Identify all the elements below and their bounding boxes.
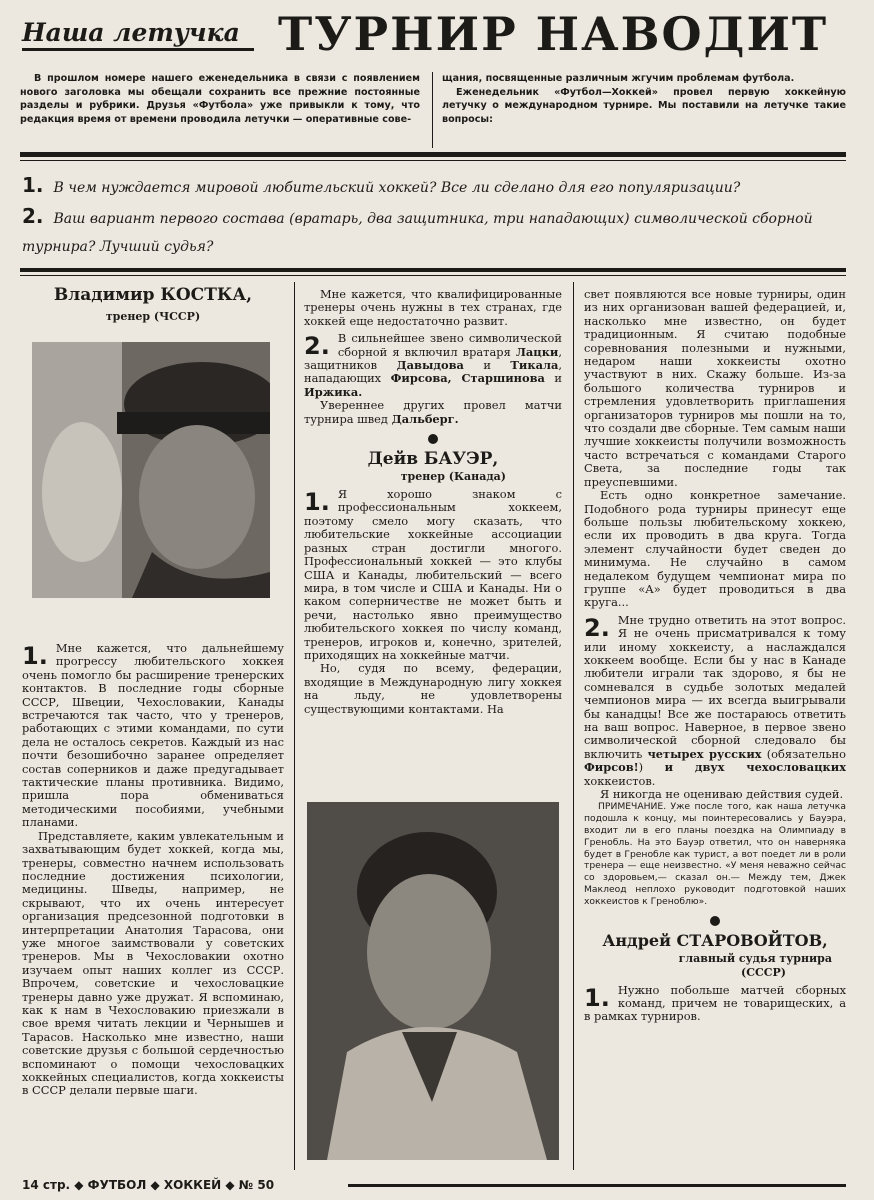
starovoitov-name: Андрей СТАРОВОЙТОВ, [602, 930, 828, 950]
kostka-cont-paragraph: Мне кажется, что квалифицированные тренеры очень нужны в тех странах, где хоккей еще недостаточно развит. [304, 288, 562, 328]
kostka-answer-1: 1. Мне кажется, что дальнейшему прогрессу любительского хоккея очень помогло бы расширение тренерских контактов. В последние годы сборные СССР, Швеции, Чехословакии, Канады встречаются так часто, что у тренеров, работающих с этими командами, по сути дела не осталось секретов. Каждый из нас почти безошибочно заранее определяет состав соперников и даже предугадывает тактические планы противника. Видимо, пришла пора обмениваться методическими пособиями, учебными планами. [22, 641, 284, 830]
bauer-answer-2: 2. Мне трудно ответить на этот вопрос. Я не очень присматривался к тому или иному хоккеисту, а наслаждался хоккеем вообще. Если бы у нас в Канаде любители играли так здорово, я бы не сомневался в судьбе золотых медалей чемпионов мира — их всегда выигрывали бы канадцы! Все же постараюсь ответить на ваш вопрос. Наверное, в первое звено символической сборной следовало бы включить четырех русских (обязательно Фирсов!) и двух чехословацких хоккеистов. [584, 612, 846, 788]
bauer-portrait-image [307, 802, 559, 1160]
kostka-name: Владимир КОСТКА, [53, 285, 253, 305]
kostka-photo [32, 342, 270, 598]
starovoitov-role: главный судья турнира [678, 951, 832, 965]
kostka-portrait-image [32, 342, 270, 598]
starovoitov-answer-1: 1. Нужно побольше матчей сборных команд, причем не товарищеских, а в рамках турниров. [584, 982, 846, 1024]
bauer-paragraph-4: Есть одно конкретное замечание. Подобного рода турниры принесут еще больше пользы любительскому хоккею, если их проводить в два круга. Тогда элемент случайности будет сведен до минимума. Не случайно в самом недалеком будущем чемпионат мира по группе «А» будет проводиться в два круга... [584, 488, 846, 610]
bauer-paragraph-3: свет появляются все новые турниры, один из них организован вашей федерацией, и, насколько мне известно, он будет традиционным. Я считаю подобные соревнования полезными и нужными, недаром наши хоккеисты охотно участвуют в них. Скажу больше. Из-за большого количества турниров и стремления удовлетворить приглашения организаторов турниров мы пошли на то, что создали две сборные. Тем самым наши лучшие хоккеисты получили возможность часто встречаться с командами Старого Света, за последние годы так преуспевшими. [584, 288, 846, 489]
intro-divider [432, 72, 433, 148]
page-footer: 14 стр. ◆ ФУТБОЛ ◆ ХОККЕЙ ◆ № 50 [22, 1178, 275, 1192]
bauer-name: Дейв БАУЭР, [367, 449, 499, 470]
bauer-role: тренер (Канада) [400, 470, 506, 484]
rule-top [20, 152, 846, 157]
column-divider-1 [294, 282, 295, 1170]
kostka-referee: Увереннее других провел матчи турнира швед Дальберг. [304, 398, 562, 426]
separator-dot-2 [710, 916, 720, 926]
rule-questions-thin [20, 275, 846, 276]
intro-left: В прошлом номере нашего еженедельника в связи с появлением нового заголовка мы обещали сохранить все прежние постоянные разделы и рубрики. Друзья «Футбола» уже привыкли к тому, что редакция время от времени проводила летучки — оперативные сове- [20, 73, 420, 125]
question-1: 1. В чем нуждается мировой любительский хоккей? Все ли сделано для его популяризации? [22, 173, 741, 197]
bauer-note: ПРИМЕЧАНИЕ. Уже после того, как наша летучка подошла к концу, мы поинтересовались у Бауэра, входит ли в его планы поездка на Олимпиаду в Гренобль. На это Бауэр ответил, что он наверняка будет в Гренобле как турист, а вот поедет ли в роли тренера — еще неизвестно. «У меня неважно сейчас со здоровьем,— сказал он.— Между тем, Джек Маклеод неплохо руководит подготовкой наших хоккеистов к Греноблю». [584, 801, 846, 907]
bauer-referee: Я никогда не оцениваю действия судей. [600, 787, 844, 802]
kostka-paragraph-2: Представляете, каким увлекательным и захватывающим будет хоккей, когда мы, тренеры, совместно начнем использовать последние достижения психологии, медицины. Шведы, например, не скрывают, что их очень интересует организация предсезонной подготовки в интерпретации Анатолия Тарасова, они уже многое заимствовали у советских тренеров. Мы в Чехословакии охотно изучаем опыт наших коллег из СССР. Впрочем, советские и чехословацкие тренеры давно уже дружат. Я вспоминаю, как к нам в Чехословакию приезжали в свое время читать лекции и Чернышев и Тарасов. Насколько мне известно, наши советские друзья с большой сердечностью вспоминают о помощи чехословацких хоккейных специалистов, когда хоккеисты в СССР делали первые шаги. [22, 828, 284, 1098]
kostka-answer-2: 2. В сильнейшее звено символической сборной я включил вратаря Лацки, защитников Давыдова и Тикала, нападающих Фирсова, Старшинова и Иржика. [304, 331, 562, 399]
question-2: 2. Ваш вариант первого состава (вратарь, два защитника, три нападающих) символической сборной турнира? Лучший судья? [22, 204, 813, 255]
starovoitov-country: (СССР) [741, 965, 786, 979]
rule-footer [348, 1184, 846, 1187]
column-middle [304, 288, 562, 788]
rubric-title: Наша летучка [22, 18, 254, 51]
column-divider-2 [573, 282, 574, 1170]
rule-top-thin [20, 160, 846, 161]
bauer-answer-1: 1. Я хорошо знаком с профессиональным хоккеем, поэтому смело могу сказать, что любительские хоккейные ассоциации разных стран достигли многого. Профессиональный хоккей — это клубы США и Канады, любительский — всего мира, в том числе и США и Канады. Ни о каком соперничестве не может быть и речи, настолько явно преимущество любительского хоккея по числу команд, тренеров, игроков и, конечно, зрителей, приходящих на хоккейные матчи. [304, 487, 562, 662]
headline: ТУРНИР НАВОДИТ [278, 7, 829, 61]
bauer-photo [307, 802, 559, 1160]
rule-questions [20, 268, 846, 272]
separator-dot [428, 434, 438, 444]
bauer-paragraph-2: Но, судя по всему, федерации, входящие в Международную лигу хоккея на льду, не удовлетворены существующими контактами. На [304, 661, 562, 716]
intro-right: щания, посвященные различным жгучим проблемам футбола. Еженедельник «Футбол—Хоккей» провел первую хоккейную летучку о международном турнире. Мы поставили на летучке такие вопросы: [442, 73, 846, 125]
kostka-role: тренер (ЧССР) [105, 310, 201, 323]
column-right [584, 288, 846, 1174]
